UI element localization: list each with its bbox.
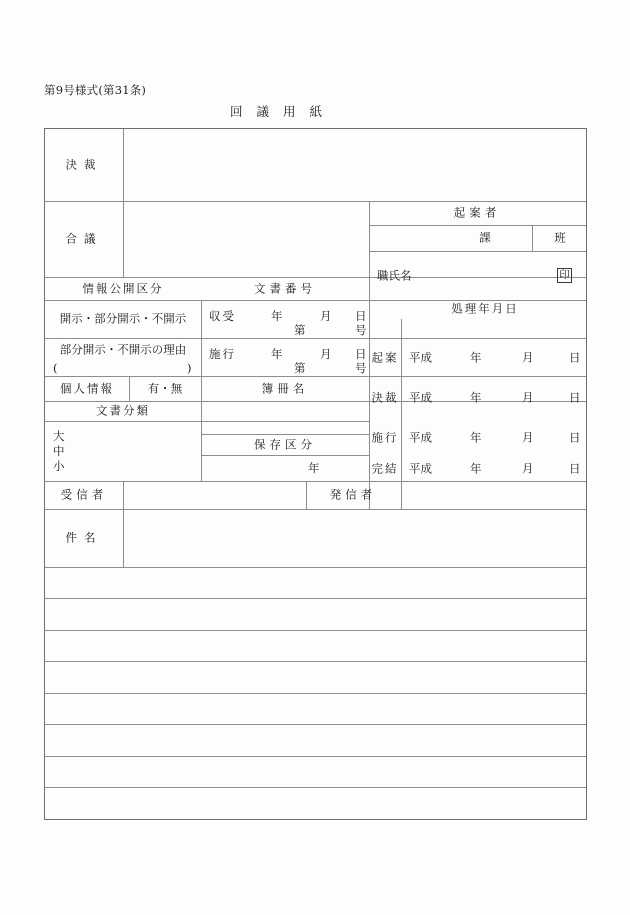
kianja-title: 起案者 bbox=[453, 205, 501, 220]
shori-row-era: 平成 bbox=[409, 461, 432, 476]
shori-row-label: 施行 bbox=[371, 430, 399, 445]
rule-kessai-gougi bbox=[45, 201, 586, 202]
shori-row-day: 日 bbox=[569, 350, 581, 365]
body-rule bbox=[45, 693, 586, 694]
kaiji-options: 開示・部分開示・不開示 bbox=[59, 311, 187, 326]
hasshinsha-label: 発信者 bbox=[329, 487, 377, 502]
rule-hozon bbox=[201, 455, 369, 456]
classification-level-chu: 中 bbox=[53, 444, 65, 458]
shori-row-year: 年 bbox=[470, 390, 482, 405]
shori-row-month: 月 bbox=[522, 350, 534, 365]
bosatsu-mei-header: 簿冊名 bbox=[261, 381, 309, 396]
jushinsha-label: 受信者 bbox=[60, 487, 108, 502]
rule-kojin bbox=[45, 401, 586, 402]
shori-row-label: 完結 bbox=[371, 461, 399, 476]
shokushimei-label: 職氏名 bbox=[377, 268, 412, 283]
shuju-no-prefix: 第 bbox=[294, 323, 306, 337]
body-rule bbox=[45, 787, 586, 788]
seal-box: 印 bbox=[557, 268, 572, 283]
body-rule bbox=[45, 661, 586, 662]
hozon-year: 年 bbox=[308, 461, 320, 475]
rule-jushin-hasshin bbox=[306, 481, 307, 509]
shuju-label: 収受 bbox=[209, 309, 236, 323]
han-label: 班 bbox=[554, 230, 566, 245]
rule-kianja-left bbox=[369, 201, 370, 300]
shiko-no-suffix: 号 bbox=[355, 361, 367, 375]
body-rule bbox=[45, 630, 586, 631]
body-rule bbox=[45, 724, 586, 725]
shori-row-label: 決裁 bbox=[371, 390, 399, 405]
shori-row-year: 年 bbox=[470, 350, 482, 365]
shori-row-era: 平成 bbox=[409, 430, 432, 445]
body-rule bbox=[45, 598, 586, 599]
shori-row-day: 日 bbox=[569, 430, 581, 445]
rule-kenmei-bottom bbox=[45, 567, 586, 568]
shuju-month: 月 bbox=[320, 309, 332, 323]
rule-kian-title bbox=[369, 225, 586, 226]
shuju-day: 日 bbox=[355, 309, 367, 323]
kenmei-label: 件名 bbox=[65, 530, 103, 545]
shiko-day: 日 bbox=[355, 347, 367, 361]
classification-levels bbox=[53, 429, 65, 474]
classification-level-sho: 小 bbox=[53, 459, 65, 473]
shiko-month: 月 bbox=[320, 347, 332, 361]
page-title: 回議用紙 bbox=[230, 104, 337, 119]
rule-kojin-umu bbox=[129, 376, 130, 401]
shori-row-era: 平成 bbox=[409, 350, 432, 365]
kessai-label: 決裁 bbox=[65, 157, 103, 172]
riyu-label: 部分開示・不開示の理由 bbox=[59, 342, 187, 357]
rule-approval-label-col bbox=[123, 129, 124, 277]
ka-label: 課 bbox=[479, 230, 491, 245]
bunsho-bango-header: 文書番号 bbox=[254, 281, 316, 296]
form-table bbox=[44, 128, 587, 820]
rule-bunrui bbox=[45, 421, 369, 422]
rule-riyu bbox=[45, 376, 586, 377]
shori-row-label: 起案 bbox=[371, 350, 399, 365]
shuju-no-suffix: 号 bbox=[355, 323, 367, 337]
rule-jushin-bottom bbox=[45, 509, 586, 510]
rule-bosatsu bbox=[201, 434, 369, 435]
joho-kokai-header: 情報公開区分 bbox=[82, 281, 164, 296]
rule-joho-docnum bbox=[201, 300, 202, 481]
shiko-no-prefix: 第 bbox=[294, 361, 306, 375]
rule-classification-bottom bbox=[45, 481, 586, 482]
body-rule bbox=[45, 756, 586, 757]
gougi-label: 合議 bbox=[65, 231, 103, 246]
rule-docnum-shori bbox=[369, 300, 370, 509]
shuju-year: 年 bbox=[271, 309, 283, 323]
shiko-label: 施行 bbox=[209, 347, 236, 361]
rule-gougi-bottom bbox=[45, 277, 586, 278]
riyu-close-paren: ) bbox=[187, 361, 192, 375]
form-number: 第9号様式(第31条) bbox=[44, 83, 147, 97]
riyu-open-paren: ( bbox=[53, 361, 58, 375]
rule-kaiji bbox=[45, 338, 586, 339]
shori-row-year: 年 bbox=[470, 430, 482, 445]
shori-row-month: 月 bbox=[522, 390, 534, 405]
kojin-joho-options: 有・無 bbox=[147, 381, 183, 396]
kojin-joho-label: 個人情報 bbox=[60, 381, 114, 396]
bunsho-bunrui-header: 文書分類 bbox=[96, 403, 150, 418]
rule-ka-han bbox=[532, 225, 533, 251]
rule-shori-label bbox=[401, 319, 402, 481]
shiko-year: 年 bbox=[271, 347, 283, 361]
shori-row-year: 年 bbox=[470, 461, 482, 476]
shori-row-era: 平成 bbox=[409, 390, 432, 405]
hozon-kubun-header: 保存区分 bbox=[254, 437, 316, 452]
shori-row-month: 月 bbox=[522, 461, 534, 476]
rule-kian-ka bbox=[369, 251, 586, 252]
rule-jushin-label bbox=[123, 481, 124, 567]
classification-level-dai: 大 bbox=[53, 429, 65, 443]
rule-hasshin-value bbox=[401, 481, 402, 509]
shori-row-day: 日 bbox=[569, 461, 581, 476]
shori-nengappi-header: 処理年月日 bbox=[451, 301, 519, 316]
shori-row-day: 日 bbox=[569, 390, 581, 405]
shori-row-month: 月 bbox=[522, 430, 534, 445]
